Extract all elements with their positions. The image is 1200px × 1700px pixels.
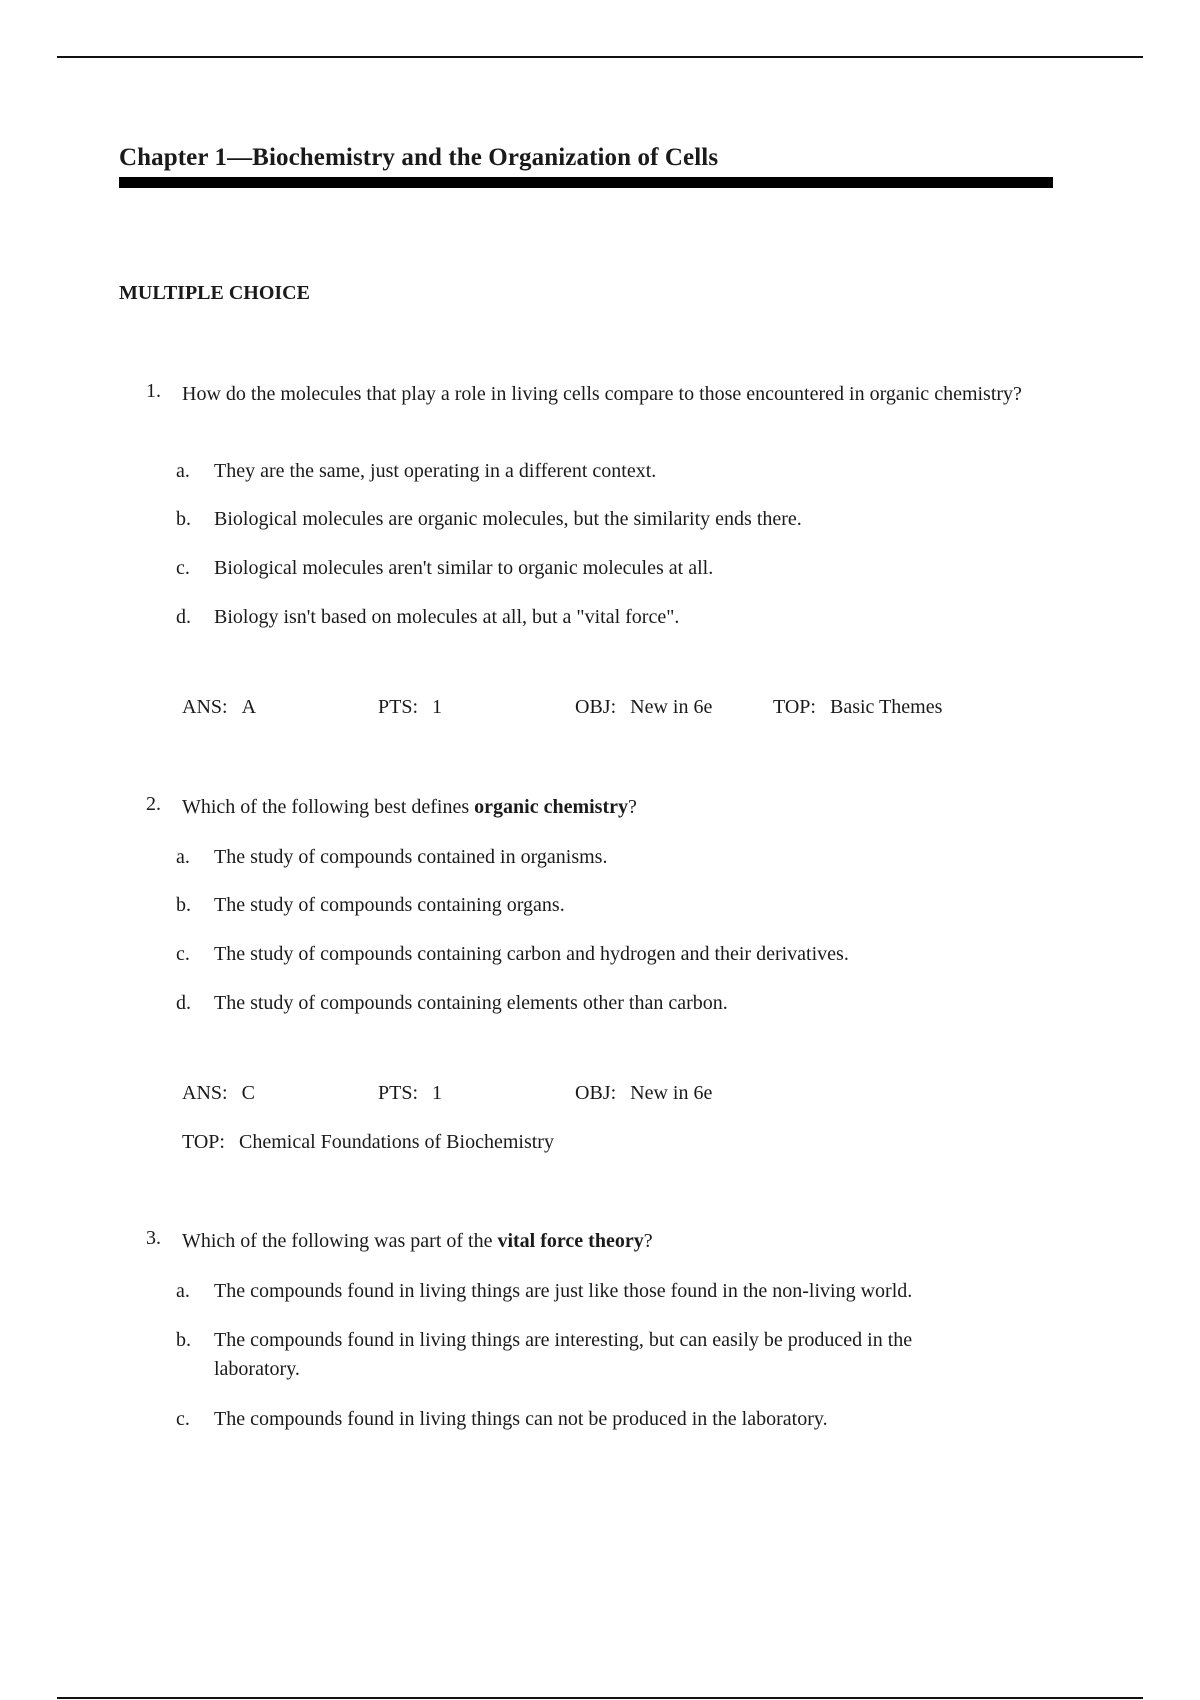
- question-number: 2.: [146, 793, 161, 815]
- option-text: The compounds found in living things are just like those found in the non-living world.: [214, 1280, 913, 1302]
- option-letter: c.: [176, 943, 190, 965]
- option-text: Biological molecules are organic molecules, but the similarity ends there.: [214, 508, 802, 530]
- question-text-after: ?: [628, 796, 637, 818]
- question-number: 1.: [146, 380, 161, 402]
- question-text-before: Which of the following was part of the: [182, 1230, 498, 1252]
- option-letter: a.: [176, 460, 190, 482]
- answer-field: [182, 696, 256, 719]
- ans-value: A: [241, 696, 257, 718]
- obj-label: OBJ:: [575, 1082, 617, 1104]
- option-text: The study of compounds containing organs.: [214, 894, 565, 916]
- top-label: TOP:: [773, 696, 816, 718]
- chapter-title: Chapter 1—Biochemistry and the Organization of Cells: [119, 144, 719, 171]
- option-letter: b.: [176, 894, 191, 916]
- pts-label: PTS:: [378, 696, 419, 718]
- title-underline-bar: [119, 177, 1053, 188]
- ans-value: C: [241, 1082, 255, 1104]
- option-text: The study of compounds containing carbon and hydrogen and their derivatives.: [214, 943, 849, 965]
- option-text: Biological molecules aren't similar to organic molecules at all.: [214, 557, 714, 579]
- topic-field: [773, 696, 942, 719]
- pts-label: PTS:: [378, 1082, 419, 1104]
- option-letter: d.: [176, 992, 191, 1014]
- top-label: TOP:: [182, 1131, 225, 1153]
- option-letter: c.: [176, 557, 190, 579]
- points-field: [378, 1082, 442, 1105]
- objective-field: [575, 696, 712, 719]
- obj-value: New in 6e: [630, 1082, 713, 1104]
- topic-field: [182, 1131, 554, 1154]
- option-letter: a.: [176, 1280, 190, 1302]
- option-letter: b.: [176, 508, 191, 530]
- section-heading: MULTIPLE CHOICE: [119, 282, 310, 304]
- bottom-rule: [57, 1697, 1143, 1699]
- option-text: The compounds found in living things are interesting, but can easily be produced in the laboratory.: [214, 1329, 913, 1380]
- question-number: 3.: [146, 1227, 161, 1249]
- option-text: The study of compounds contained in organisms.: [214, 846, 608, 868]
- question-text-bold: organic chemistry: [474, 796, 629, 818]
- option-text: The study of compounds containing elements other than carbon.: [214, 992, 728, 1014]
- pts-value: 1: [432, 696, 443, 718]
- top-value: Chemical Foundations of Biochemistry: [238, 1131, 554, 1153]
- ans-label: ANS:: [182, 696, 228, 718]
- answer-field: [182, 1082, 255, 1105]
- option-letter: b.: [176, 1329, 191, 1351]
- question-text-after: ?: [643, 1230, 653, 1252]
- question-text-before: Which of the following best defines: [182, 796, 475, 818]
- option-text: They are the same, just operating in a different context.: [214, 460, 657, 482]
- obj-value: New in 6e: [630, 696, 713, 718]
- option-letter: a.: [176, 846, 190, 868]
- option-text: The compounds found in living things can not be produced in the laboratory.: [214, 1408, 828, 1430]
- option-text: Biology isn't based on molecules at all, but a "vital force".: [214, 606, 680, 628]
- top-value: Basic Themes: [829, 696, 943, 718]
- obj-label: OBJ:: [575, 696, 617, 718]
- option-letter: c.: [176, 1408, 190, 1430]
- top-rule: [57, 56, 1143, 58]
- objective-field: [575, 1082, 712, 1105]
- option-letter: d.: [176, 606, 191, 628]
- question-text: [182, 380, 1022, 408]
- question-text-bold: vital force theory: [497, 1230, 644, 1252]
- question-text-before: How do the molecules that play a role in living cells compare to those encountered in organic chemistry?: [182, 383, 1022, 405]
- question-text: [182, 793, 1022, 821]
- ans-label: ANS:: [182, 1082, 228, 1104]
- question-text: [182, 1227, 1022, 1255]
- points-field: [378, 696, 442, 719]
- pts-value: 1: [432, 1082, 443, 1104]
